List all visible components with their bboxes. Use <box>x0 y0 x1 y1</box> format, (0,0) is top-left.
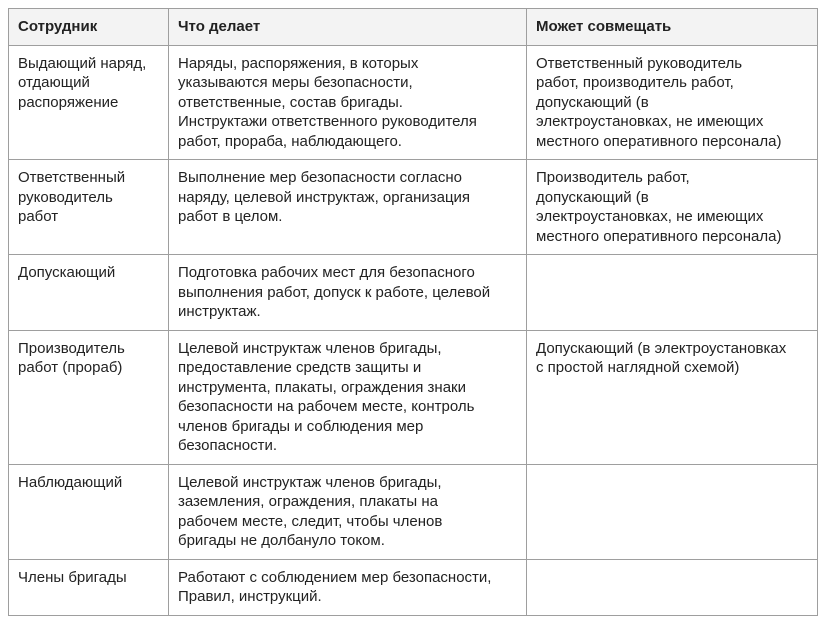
cell-text-line: работ, прораба, наблюдающего. <box>178 132 402 150</box>
cell-text-line: Производитель работ, <box>536 169 690 186</box>
cell-duties <box>169 160 527 255</box>
cell-text-line: электроустановках, не имеющих <box>536 113 764 130</box>
cell-text-line: Наряды, распоряжения, в которых <box>178 54 419 72</box>
cell-text-line: Допускающий <box>18 264 116 281</box>
cell-text-line: Выполнение мер безопасности согласно <box>178 169 463 186</box>
cell-text-line: работ, производитель работ, <box>536 74 734 91</box>
cell-text-line: местного оперативного персонала) <box>536 132 782 150</box>
table-row <box>9 160 818 255</box>
cell-text-line: местного оперативного персонала) <box>536 227 782 245</box>
cell-employee <box>9 45 169 160</box>
cell-text-line: Производитель <box>18 339 125 357</box>
cell-text-line: Подготовка рабочих мест для безопасного <box>178 264 475 281</box>
cell-text-line: рабочем месте, следит, чтобы членов <box>178 512 443 530</box>
header-employee: Сотрудник <box>9 9 169 46</box>
cell-employee <box>9 330 169 464</box>
cell-employee <box>9 255 169 331</box>
cell-can-combine <box>527 45 818 160</box>
cell-employee <box>9 160 169 255</box>
cell-duties <box>169 559 527 615</box>
cell-can-combine <box>527 559 818 615</box>
cell-text-line: Члены бригады <box>18 568 127 586</box>
cell-text-line: Работают с соблюдением мер безопасности, <box>178 568 492 586</box>
cell-text-line: Выдающий наряд, <box>18 54 147 72</box>
cell-text-line: указываются меры безопасности, <box>178 74 413 91</box>
cell-text-line: работ <box>18 208 59 225</box>
cell-text-line: выполнения работ, допуск к работе, целевой <box>178 283 491 301</box>
cell-duties <box>169 330 527 464</box>
header-can-combine: Может совмещать <box>527 9 818 46</box>
cell-text-line: безопасности на рабочем месте, контроль <box>178 398 475 415</box>
table-row <box>9 330 818 464</box>
cell-text-line: безопасности. <box>178 437 277 454</box>
cell-duties <box>169 255 527 331</box>
cell-text-line: Инструктажи ответственного руководителя <box>178 113 477 130</box>
cell-text-line: членов бригады и соблюдения мер <box>178 417 424 435</box>
cell-text-line: Наблюдающий <box>18 473 123 491</box>
table-row <box>9 559 818 615</box>
cell-text-line: с простой наглядной схемой) <box>536 359 740 376</box>
cell-text-line: Ответственный руководитель <box>536 54 743 72</box>
cell-duties <box>169 45 527 160</box>
cell-can-combine <box>527 330 818 464</box>
cell-text-line: инструктаж. <box>178 303 261 320</box>
cell-can-combine <box>527 464 818 559</box>
cell-text-line: работ (прораб) <box>18 359 123 376</box>
cell-duties <box>169 464 527 559</box>
cell-can-combine <box>527 160 818 255</box>
cell-text-line: Правил, инструкций. <box>178 588 322 605</box>
cell-text-line: руководитель <box>18 188 113 206</box>
cell-text-line: заземления, ограждения, плакаты на <box>178 493 438 510</box>
table-row <box>9 45 818 160</box>
cell-text-line: Целевой инструктаж членов бригады, <box>178 339 442 357</box>
cell-text-line: наряду, целевой инструктаж, организация <box>178 188 471 206</box>
table-body <box>9 45 818 615</box>
table-row <box>9 464 818 559</box>
cell-text-line: работ в целом. <box>178 208 283 225</box>
cell-text-line: бригады не долбануло током. <box>178 532 385 549</box>
table-header-row <box>9 9 818 46</box>
cell-text-line: Допускающий (в электроустановках <box>536 339 787 357</box>
cell-text-line: распоряжение <box>18 93 119 111</box>
cell-text-line: Целевой инструктаж членов бригады, <box>178 473 442 491</box>
cell-text-line: инструмента, плакаты, ограждения знаки <box>178 378 466 396</box>
cell-employee <box>9 464 169 559</box>
cell-text-line: электроустановках, не имеющих <box>536 208 764 225</box>
responsibilities-table <box>8 8 818 616</box>
cell-can-combine <box>527 255 818 331</box>
cell-text-line: Ответственный <box>18 169 126 186</box>
cell-text-line: допускающий (в <box>536 188 649 206</box>
table-row <box>9 255 818 331</box>
cell-text-line: предоставление средств защиты и <box>178 359 422 376</box>
cell-text-line: допускающий (в <box>536 93 649 111</box>
cell-employee <box>9 559 169 615</box>
cell-text-line: отдающий <box>18 74 90 91</box>
cell-text-line: ответственные, состав бригады. <box>178 93 403 111</box>
header-duties: Что делает <box>169 9 527 46</box>
